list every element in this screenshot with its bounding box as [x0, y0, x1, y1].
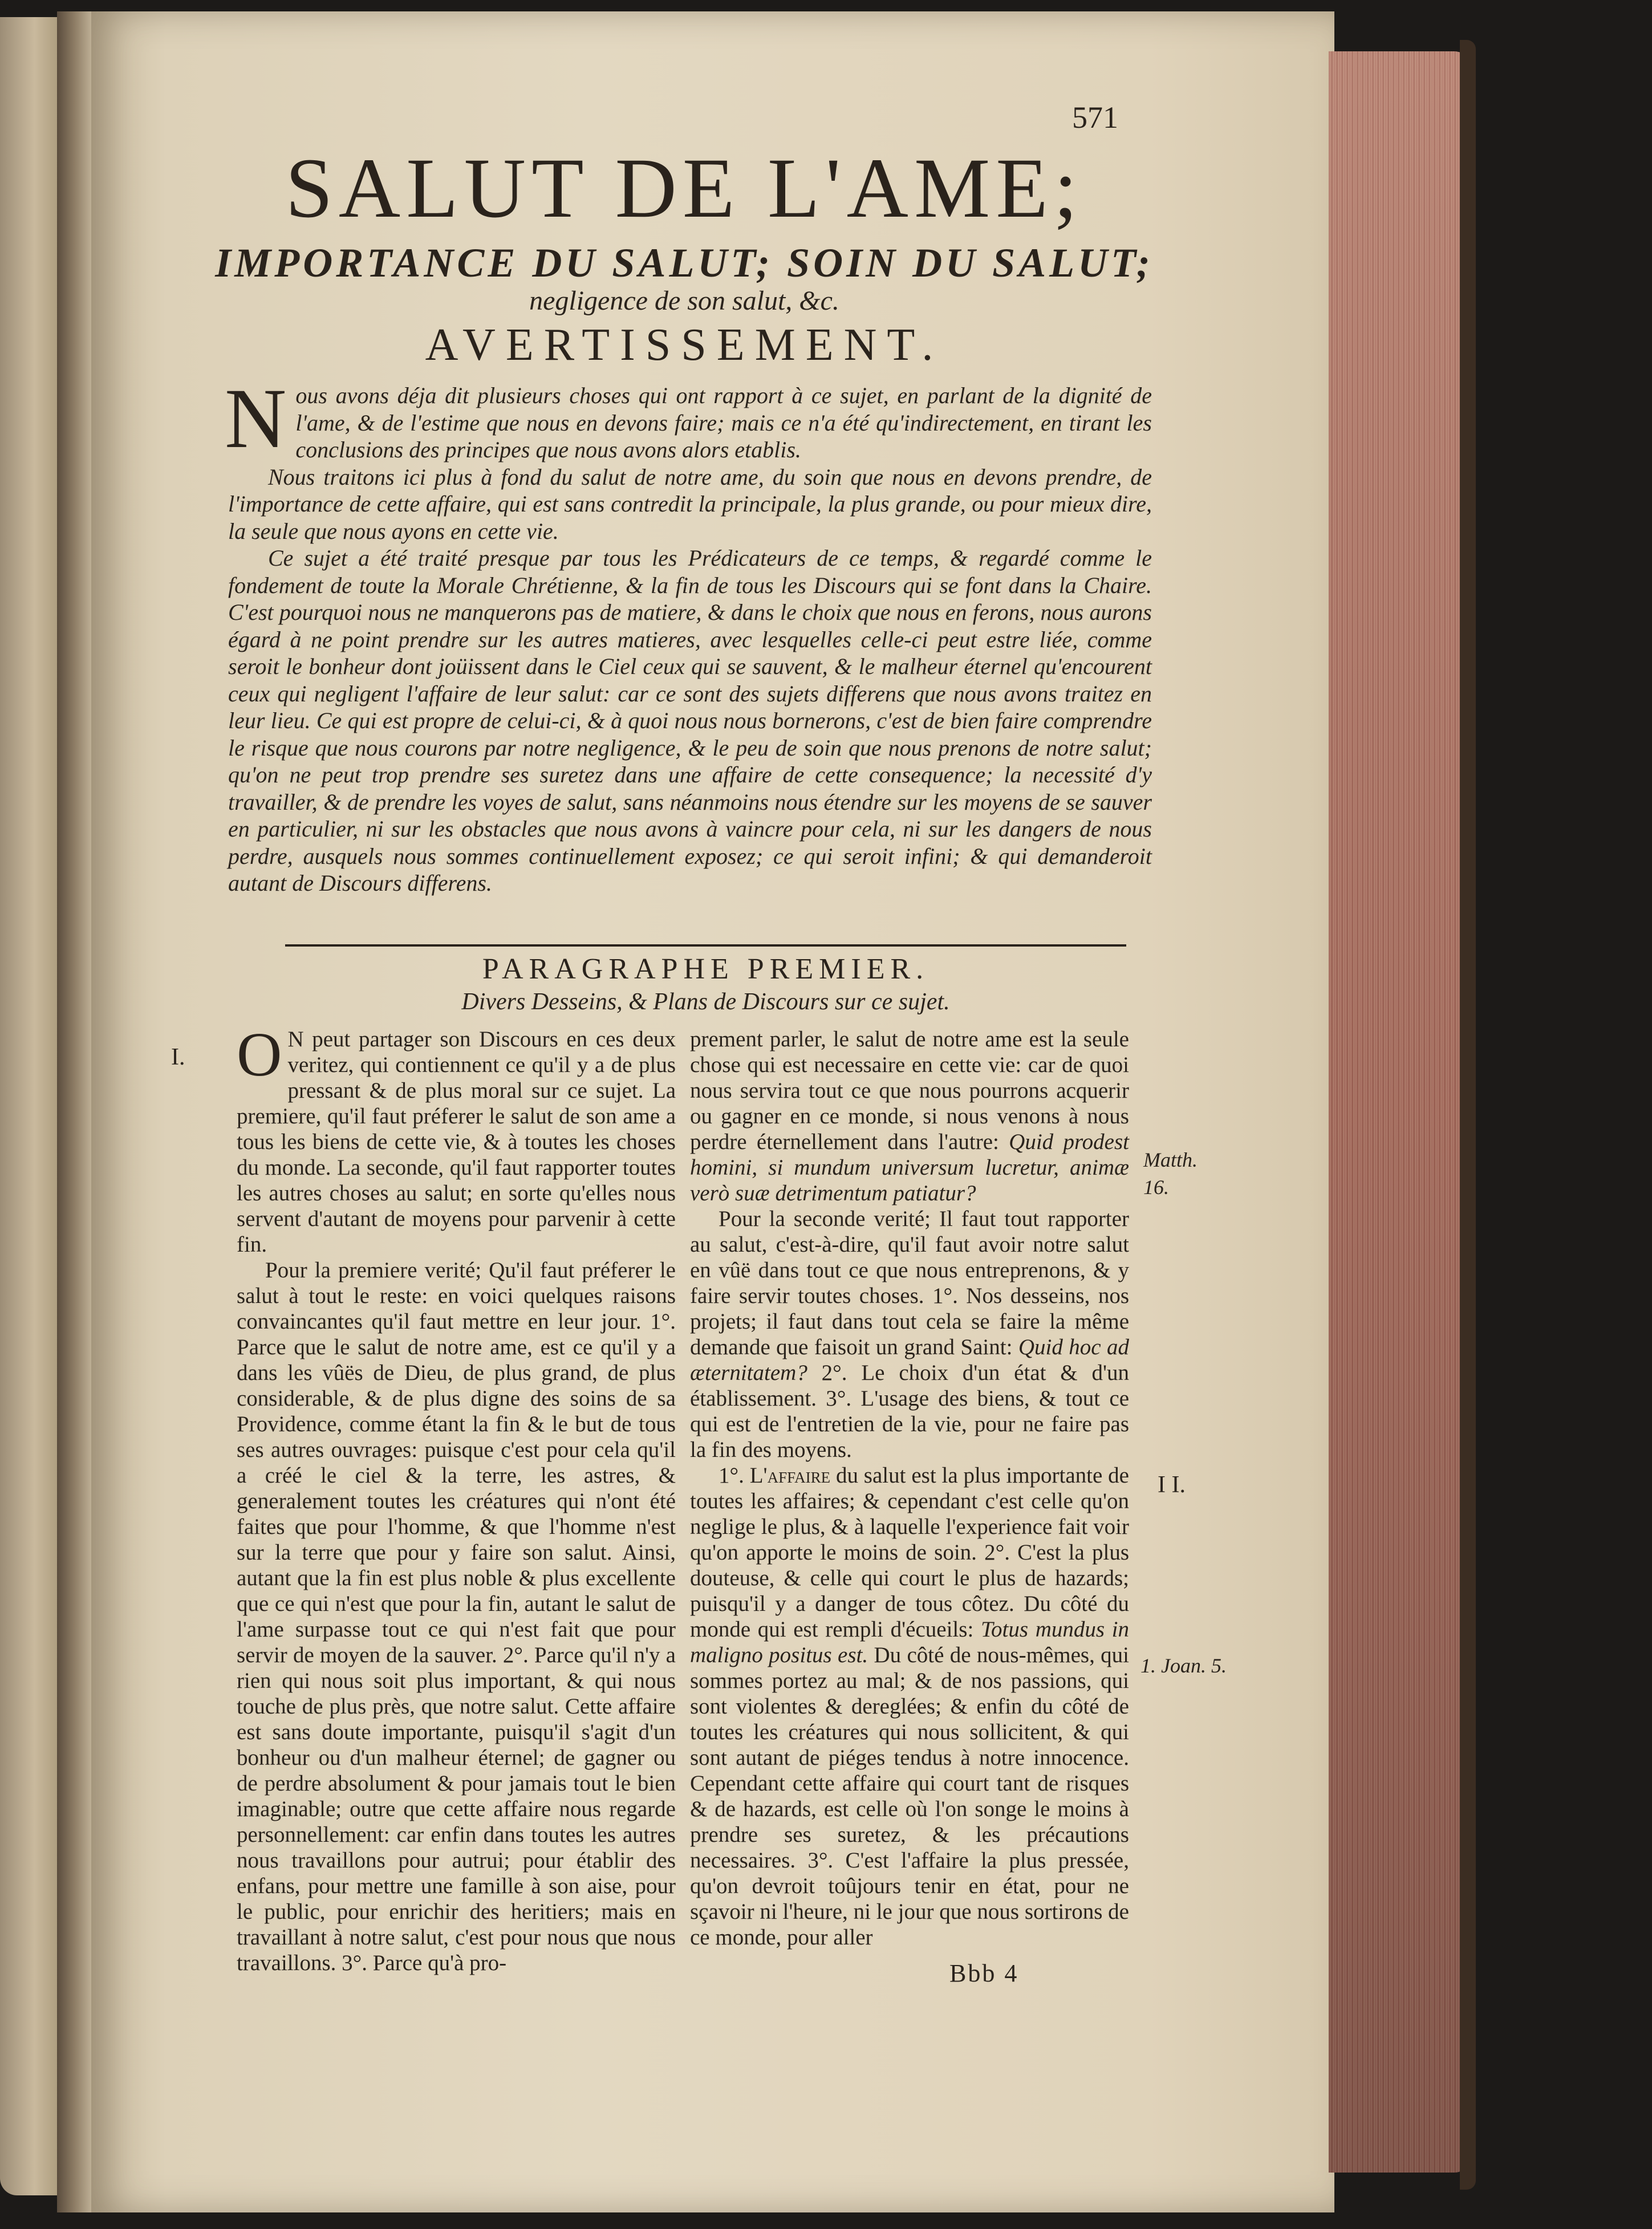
facing-page-edge	[0, 17, 63, 2195]
margin-note-john: 1. Joan. 5.	[1140, 1654, 1227, 1677]
avertissement-heading: AVERTISSEMENT.	[425, 320, 944, 370]
drop-cap-o: O	[237, 1020, 282, 1089]
left-column	[237, 1020, 676, 1976]
latin-quote-matthew: Quid prodest homini, si mundum universum lucretur, animæ verò suæ detrimentum patiatur?	[690, 1130, 1130, 1205]
right-column	[690, 1026, 1129, 1950]
drop-cap-n: N	[225, 371, 287, 466]
avertissement-paragraph-2: Nous traitons ici plus à fond du salut de notre ame, du soin que nous en devons prendre, de l'importance de cette affaire, qui est sans contredit la principale, la plus grande, ou pour mieux dire, la seule que nous ayons en cette vie.	[228, 464, 1152, 544]
avertissement-text	[225, 371, 1152, 897]
avertissement-paragraph-1: Nous avons déja dit plusieurs choses qui ont rapport à ce sujet, en parlant de la dignité de l'ame, & de l'estime que nous en devons faire; mais ce n'a été qu'indirectement, en tirant les conclusions des principes que nous avons alors etablis.	[225, 371, 1152, 466]
signature-mark: Bbb 4	[949, 1959, 1019, 1987]
section-subheading: Divers Desseins, & Plans de Discours sur ce sujet.	[461, 989, 950, 1015]
margin-note-roman-2: I I.	[1158, 1472, 1186, 1498]
right-paragraph-3: 1°. L'affaire du salut est la plus importante de toutes les affaires; & cependant c'est celle qu'on neglige le plus, & à laquelle l'experience fait voir qu'on apporte le moins de soin. 2°. C'est la plus douteuse, & celle qui court le plus de hazards; puisqu'il y a danger de tous côtez. Du côté du monde qui est rempli d'écueils: Totus mundus in maligno positus est. Du côté de nous-mêmes, qui sommes portez au mal; & de nos passions, qui sont violentes & dereglées; & enfin du côté de toutes les créatures qui nous sollicitent, & qui sont autant de piéges tendus à notre innocence. Cependant cette affaire qui court tant de risques & de hazards, est celle où l'on songe le moins à prendre ses suretez, & les précautions necessaires. 3°. C'est l'affaire la plus pressée, qu'on devroit toûjours tenir en état, pour ne sçavoir ni l'heure, ni le jour que nous sortirons de ce monde, pour aller	[690, 1463, 1130, 1950]
margin-note-roman-1: I.	[171, 1044, 185, 1070]
subtitle-line-1: IMPORTANCE DU SALUT; SOIN DU SALUT;	[215, 240, 1154, 286]
fore-edge-shading	[1329, 51, 1471, 2173]
section-heading: PARAGRAPHE PREMIER.	[482, 953, 929, 985]
right-paragraph-2: Pour la seconde verité; Il faut tout rapporter au salut, c'est-à-dire, qu'il faut avoir notre salut en vûë dans tout ce que nous entreprenons, & y faire servir toutes choses. 1°. Nos desseins, nos projets; il faut dans tout cela se faire la même demande que faisoit un grand Saint: Quid hoc ad æternitatem? 2°. Le choix d'un état & d'un établissement. 3°. L'usage des biens, & tout ce qui est de l'entretien de la vie, pour ne faire pas la fin des moyens.	[690, 1207, 1129, 1462]
page-number: 571	[1072, 100, 1118, 135]
avertissement-paragraph-3: Ce sujet a été traité presque par tous les Prédicateurs de ce temps, & regardé comme le fondement de toute la Morale Chrétienne, & la fin de tous les Discours qui se font dans la Chaire. C'est pourquoi nous ne manquerons pas de matiere, & dans le choix que nous en ferons, nous aurons égard à ne point prendre sur les autres matieres, avec lesquelles celle-ci peut estre liée, comme seroit le bonheur dont joüissent dans le Ciel ceux qui se sauvent, & le malheur éternel qu'encourent ceux qui negligent l'affaire de leur salut: car ce sont des sujets differens que nous avons traitez en leur lieu. Ce qui est propre de celui-ci, & à quoi nous nous bornerons, c'est de bien faire comprendre le risque que nous courons par notre negligence, & le peu de soin que nous prenons de notre salut; qu'on ne peut trop prendre ses suretez dans une affaire de cette consequence; la necessité d'y travailler, & de prendre les voyes de salut, sans néanmoins nous étendre sur les moyens de se sauver en particulier, ni sur les obstacles que nous avons à vaincre pour cela, ni sur les dangers de nous perdre, ausquels nous sommes continuellement exposez; ce qui seroit infini; & qui demanderoit autant de Discours differens.	[228, 545, 1152, 896]
section-divider-rule	[285, 944, 1126, 947]
margin-note-matthew: Matth. 16.	[1143, 1148, 1198, 1199]
right-paragraph-1: prement parler, le salut de notre ame est la seule chose qui est necessaire en cette vie: car de quoi nous servira tout ce que nous pourrons acquerir ou gagner en ce monde, si nous venons à nous perdre éternellement dans l'autre: Quid prodest homini, si mundum universum lucretur, animæ verò suæ detrimentum patiatur?	[690, 1027, 1130, 1205]
subtitle-line-2: negligence de son salut, &c.	[529, 286, 839, 316]
left-paragraph-2: Pour la premiere verité; Qu'il faut préferer le salut à tout le reste: en voici quelques raisons convaincantes qu'il faut mettre en leur jour. 1°. Parce que le salut de notre ame, est ce qu'il y a dans les vûës de Dieu, de plus grand, de plus considerable, & de plus digne des soins de sa Providence, comme étant la fin & le but de tous ses autres ouvrages: puisque c'est pour cela qu'il a créé le ciel & la terre, les astres, & generalement toutes les créatures qui n'ont été faites que pour l'homme, & que l'homme n'est sur la terre que pour y faire son salut. Ainsi, autant que la fin est plus noble & plus excellente que ce qui n'est que pour la fin, autant le salut de l'ame surpasse tout ce qui n'est fait que pour servir de moyen de la sauver. 2°. Parce qu'il n'y a rien qui nous soit plus important, & qui nous touche de plus près, que notre salut. Cette affaire est sans doute importante, puisqu'il s'agit d'un bonheur ou d'un malheur éternel; de gagner ou de perdre absolument & pour jamais tout le bien imaginable; outre que cette affaire nous regarde personnellement: car enfin dans toutes les autres nous travaillons pour autrui; pour établir des enfans, pour mettre une famille à son aise, pour le public, pour enrichir des heritiers; mais en travaillant à notre salut, c'est pour nous que nous travaillons. 3°. Parce qu'à pro-	[237, 1258, 676, 1975]
latin-quote-aeternitatem: Quid hoc ad æternitatem?	[690, 1335, 1129, 1385]
left-paragraph-1: O N peut partager son Discours en ces deux veritez, qui contiennent ce qu'il y a de plus pressant & de plus moral sur ce sujet. La premiere, qu'il faut préferer le salut de son ame a tous les biens de cette vie, & à toutes les choses du monde. La seconde, qu'il faut rapporter toutes les autres choses au salut; en sorte qu'elles nous servent d'autant de moyens pour parvenir à cette fin.	[237, 1020, 676, 1257]
latin-quote-john: Totus mundus in maligno positus est.	[690, 1617, 1130, 1667]
page-title: SALUT DE L'AME;	[285, 141, 1083, 236]
book-cover-edge	[1460, 40, 1476, 2190]
